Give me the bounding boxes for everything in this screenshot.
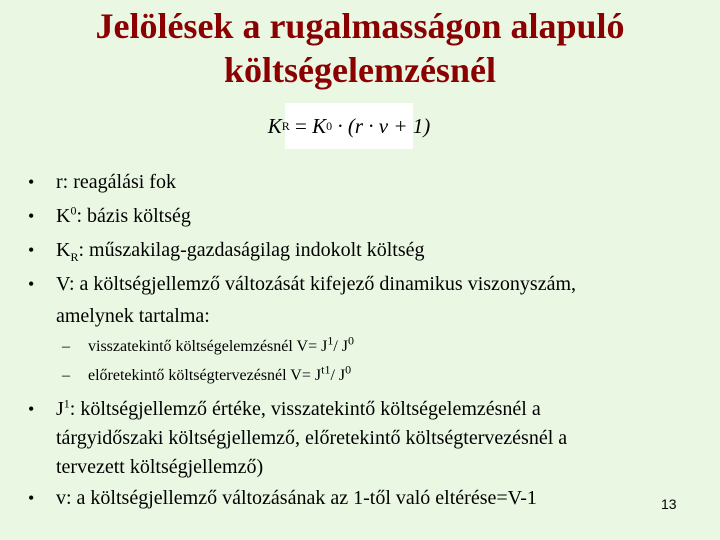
bullet-marker: • [28,399,35,419]
formula-k: K [312,113,327,138]
sub-bullet-sup1: 1 [327,333,334,348]
formula-rest: · (r · v + 1) [332,113,431,138]
bullet-text-line-2: tárgyidőszaki költségjellemző, előretekintő költségtervezésnél a [56,427,568,449]
bullet-text-line-1: V: a költségjellemző változását kifejező dinamikus viszonyszám, [56,273,577,295]
sub-bullet-text [88,362,352,386]
bullet-text-line-2: amelynek tartalma: [56,305,210,327]
formula-eq: = [289,113,313,138]
bullet-text-pre: J [56,398,64,420]
formula-k-sup: 0 [326,118,333,133]
bullet-text-sup: 0 [70,203,77,218]
formula-lhs-sub: R [281,118,290,133]
title-line-2: költségelemzésnél [224,50,496,90]
dash-marker: – [62,338,70,355]
sub-bullet-text [88,333,355,357]
bullet-marker: • [28,172,35,192]
bullet-text-line-3: tervezett költségjellemző) [56,456,264,478]
bullet-text [56,200,191,232]
sub-bullet-mid: / J [333,338,349,355]
bullet-text-sub: R [70,250,79,264]
dash-marker: – [62,367,70,384]
bullet-marker: • [28,206,35,226]
bullet-text-post: : műszakilag-gazdaságilag indokolt költség [78,239,425,261]
bullet-text-post: : bázis költség [76,205,191,227]
page-number: 13 [661,496,677,512]
bullet-marker: • [28,240,35,260]
sub-bullet-sup2: 0 [348,333,355,348]
sub-bullet-main: előretekintő költségtervezésnél V= J [88,367,322,384]
sub-bullet-sup1: t1 [321,362,331,377]
formula-lhs: K [267,113,282,138]
title-line-1: Jelölések a rugalmasságon alapuló [95,6,625,46]
bullet-text-pre: K [56,239,71,261]
bullet-text: v: a költségjellemző változásának az 1-től való eltérése=V-1 [56,487,537,509]
sub-bullet-main: visszatekintő költségelemzésnél V= J [88,338,328,355]
bullet-marker: • [28,274,35,294]
bullet-text: r: reagálási fok [56,171,176,193]
bullet-marker: • [28,488,35,508]
bullet-text-sup: 1 [63,396,70,411]
bullet-text-post: : költségjellemző értéke, visszatekintő költségelemzésnél a [69,398,541,420]
bullet-text-line-1 [56,393,541,425]
bullet-text-pre: K [56,205,71,227]
bullet-text [56,234,425,266]
sub-bullet-mid: / J [330,367,346,384]
sub-bullet-sup2: 0 [345,362,352,377]
